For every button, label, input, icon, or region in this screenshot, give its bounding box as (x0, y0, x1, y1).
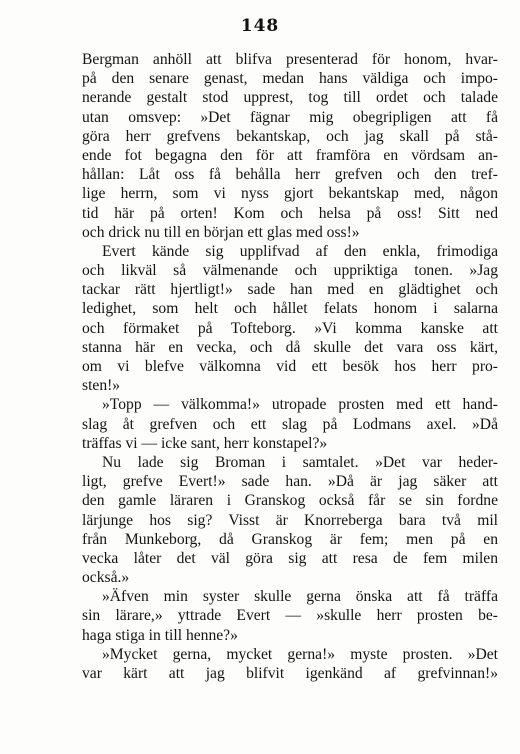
text-line: utan omsvep: »Det fägnar mig obegripligen att få (82, 108, 498, 126)
text-line: slag åt grefven och ett slag på Lodmans axel. »Då (82, 415, 498, 433)
text-line: Nu lade sig Broman i samtalet. »Det var heder- (102, 453, 498, 471)
text-line: haga stiga in till henne?» (82, 626, 238, 644)
body-text (82, 50, 498, 683)
text-line: ligt, grefve Evert!» sade han. »Då är jag säker att (82, 473, 498, 491)
text-line: tackar rätt hjertligt!» sade han med en glädtighet och (82, 281, 498, 299)
text-line: tid här på orten! Kom och helsa på oss! Sitt ned (82, 204, 498, 222)
text-line: den gamle läraren i Granskog också får se sin fordne (82, 492, 498, 510)
text-line: ledighet, som helt och hållet felats honom i salarna (82, 300, 498, 318)
text-line: och förmaket på Tofteborg. »Vi komma kanske att (82, 319, 498, 337)
text-line: träffas vi — icke sant, herr konstapel?» (82, 434, 328, 452)
text-line: stanna här en vecka, och då skulle det vara oss kärt, (82, 338, 498, 356)
text-line: »Topp — välkomma!» utropade prosten med ett hand- (102, 396, 498, 414)
text-line: ende fot begagna den för att framföra en vördsam an- (82, 146, 498, 164)
text-line: från Munkeborg, då Granskog är fem; men på en (82, 530, 498, 548)
text-line: sin lärare,» yttrade Evert — »skulle herr prosten be- (82, 607, 498, 625)
text-line: var kärt att jag blifvit igenkänd af grefvinnan!» (82, 665, 498, 682)
text-line: sten!» (82, 377, 121, 395)
text-line: »Äfven min syster skulle gerna önska att få träffa (102, 588, 498, 606)
page-number: 148 (240, 16, 280, 36)
text-line: nerande gestalt stod upprest, tog till ordet och talade (82, 89, 498, 107)
text-line: och drick nu till en början ett glas med oss!» (82, 223, 360, 241)
text-line: Evert kände sig upplifvad af den enkla, frimodiga (102, 242, 498, 260)
text-line: lärjunge hos sig? Visst är Knorreberga bara två mil (82, 511, 498, 529)
text-line: göra herr grefvens bekantskap, och jag skall på stå- (82, 127, 498, 145)
text-line: på den senare genast, medan hans väldiga och impo- (82, 70, 498, 88)
text-line: om vi blefve välkomna vid ett besök hos herr pro- (82, 358, 498, 375)
text-line: och likväl så välmenande och uppriktiga tonen. »Jag (82, 262, 498, 280)
text-line: också.» (82, 569, 130, 587)
text-line: »Mycket gerna, mycket gerna!» myste prosten. »Det (102, 645, 498, 663)
text-line: lige herrn, som vi nyss gjort bekantskap med, någon (82, 185, 498, 203)
text-line: hållan: Låt oss få behålla herr grefven och den tref- (82, 166, 498, 184)
text-line: Bergman anhöll att blifva presenterad för honom, hvar- (82, 51, 498, 68)
text-line: vecka låter det väl göra sig att resa de fem milen (82, 549, 498, 567)
